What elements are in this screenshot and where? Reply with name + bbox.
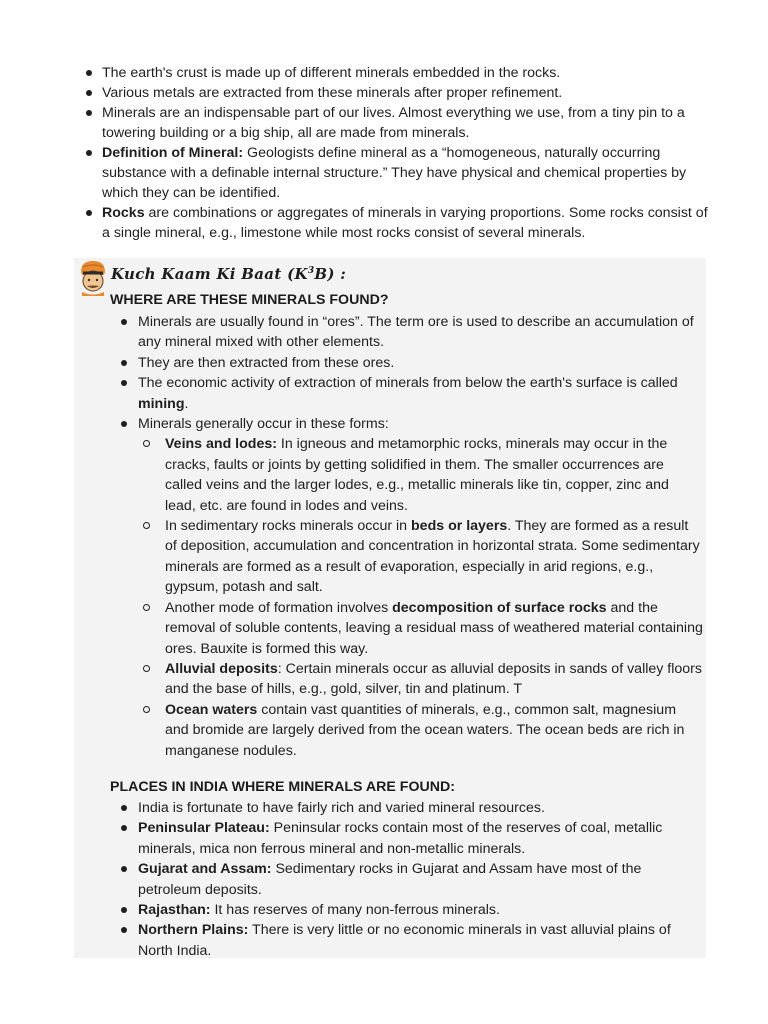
list-item: Minerals are usually found in “ores”. The term ore is used to describe an accumulation of any mineral mixed with other elements. xyxy=(118,312,703,353)
intro-bullet-list xyxy=(80,63,710,243)
list-item: Gujarat and Assam: Sedimentary rocks in Gujarat and Assam have most of the petroleum deposits. xyxy=(118,859,703,900)
list-item: Rajasthan: It has reserves of many non-ferrous minerals. xyxy=(118,900,703,920)
sublist-item: In sedimentary rocks minerals occur in beds or layers. They are formed as a result of deposition, accumulation and concentration in horizontal strata. Some sedimentary minerals are formed as a result of evaporation, especially in arid regions, e.g., gypsum, potash and salt. xyxy=(138,516,703,598)
sublist-item: Ocean waters contain vast quantities of minerals, e.g., common salt, magnesium and bromide are largely derived from the ocean waters. The ocean beds are rich in manganese nodules. xyxy=(138,700,703,761)
avatar-icon xyxy=(78,259,108,296)
sublist-item: Another mode of formation involves decomposition of surface rocks and the removal of soluble contents, leaving a residual mass of weathered material containing ores. Bauxite is formed this way. xyxy=(138,598,703,659)
intro-bullet: Minerals are an indispensable part of our lives. Almost everything we use, from a tiny pin to a towering building or a big ship, all are made from minerals. xyxy=(80,103,710,143)
section-heading-places-india: PLACES IN INDIA WHERE MINERALS ARE FOUND: xyxy=(110,779,455,795)
list-item: The economic activity of extraction of minerals from below the earth's surface is called mining. xyxy=(118,373,703,414)
kkb-title: Kuch Kaam Ki Baat $(K^3B)$ : xyxy=(111,265,347,283)
list-item: Minerals generally occur in these forms: Veins and lodes: In igneous and metamorphic rocks, minerals may occur in the cracks, faults or joints by getting solidified in them. The smaller occurrences are called veins and the larger lodes, e.g., metallic minerals like tin, copper, zinc and lead, etc. are found in lodes and veins. In sedimentary rocks minerals occur in beds or layers. They are formed as a result of deposition, accumulation and concentration in horizontal strata. Some sedimentary minerals are formed as a result of evaporation, especially in arid regions, e.g., gypsum, potash and salt. Another mode of formation involves decomposition of surface rocks and the removal of soluble contents, leaving a residual mass of weathered material containing ores. Bauxite is formed this way. Alluvial deposits: Certain minerals occur as alluvial deposits in sands of valley floors and the base of hills, e.g., gold, silver, tin and platinum. T Ocean waters contain vast quantities of minerals, e.g., common salt, magnesium and bromide are largely derived from the ocean waters. The ocean beds are rich in manganese nodules. xyxy=(118,414,703,761)
minerals-found-list xyxy=(118,312,703,761)
list-item: Peninsular Plateau: Peninsular rocks contain most of the reserves of coal, metallic minerals, mica non ferrous mineral and non-metallic minerals. xyxy=(118,818,703,859)
places-india-list xyxy=(118,798,703,961)
sublist-item: Veins and lodes: In igneous and metamorphic rocks, minerals may occur in the cracks, faults or joints by getting solidified in them. The smaller occurrences are called veins and the larger lodes, e.g., metallic minerals like tin, copper, zinc and lead, etc. are found in lodes and veins. xyxy=(138,434,703,516)
list-item: India is fortunate to have fairly rich and varied mineral resources. xyxy=(118,798,703,818)
intro-bullet: Rocks are combinations or aggregates of minerals in varying proportions. Some rocks consist of a single mineral, e.g., limestone while most rocks consist of several minerals. xyxy=(80,203,710,243)
intro-bullet: Various metals are extracted from these minerals after proper refinement. xyxy=(80,83,710,103)
list-item: Northern Plains: There is very little or no economic minerals in vast alluvial plains of North India. xyxy=(118,920,703,961)
list-item: They are then extracted from these ores. xyxy=(118,353,703,373)
mineral-forms-sublist xyxy=(138,434,703,761)
section-heading-minerals-found: WHERE ARE THESE MINERALS FOUND? xyxy=(110,292,389,308)
sublist-item: Alluvial deposits: Certain minerals occur as alluvial deposits in sands of valley floors and the base of hills, e.g., gold, silver, tin and platinum. T xyxy=(138,659,703,700)
intro-bullet: The earth's crust is made up of different minerals embedded in the rocks. xyxy=(80,63,710,83)
intro-bullet: Definition of Mineral: Geologists define mineral as a “homogeneous, naturally occurring substance with a definable internal structure.” They have physical and chemical properties by which they can be identified. xyxy=(80,143,710,203)
